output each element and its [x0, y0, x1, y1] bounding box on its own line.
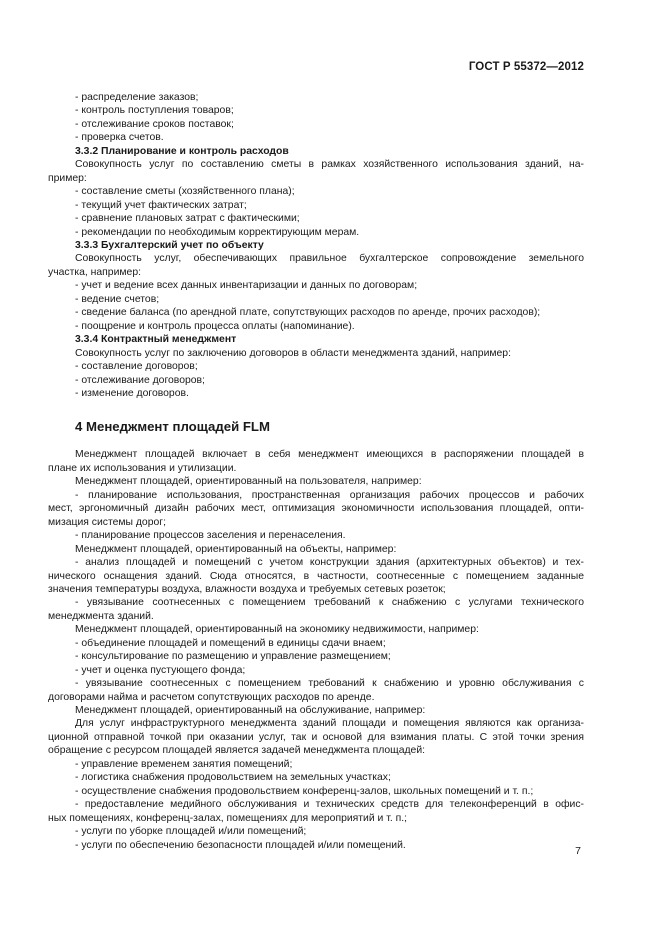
list-item: - консультирование по размещению и управление размещением;	[75, 651, 391, 663]
list-item-continuation: менеджмента зданий.	[48, 610, 154, 622]
list-item: - отслеживание договоров;	[75, 374, 205, 386]
list-item: - составление договоров;	[75, 361, 198, 373]
paragraph-line: плане их использования и утилизации.	[48, 462, 237, 474]
list-item: - учет и ведение всех данных инвентаризации и данных по договорам;	[75, 280, 418, 292]
list-item-continuation: значения температуры воздуха, влажности воздуха и требуемых сетевых розеток;	[48, 583, 446, 595]
paragraph-line: Менеджмент площадей, ориентированный на экономику недвижимости, например:	[75, 624, 479, 636]
paragraph-line: Совокупность услуг по заключению договоров в области менеджмента зданий, например:	[75, 347, 511, 359]
list-item: - текущий учет фактических затрат;	[75, 199, 247, 211]
list-item: - предоставление медийного обслуживания и технических средств для телеконференций в офис-	[75, 799, 584, 811]
section-heading-3-3-3: 3.3.3 Бухгалтерский учет по объекту	[75, 239, 264, 251]
paragraph-line: Для услуг инфраструктурного менеджмента зданий площади и помещения являются как организа-	[75, 718, 584, 730]
list-item: - контроль поступления товаров;	[75, 105, 234, 117]
list-item: - поощрение и контроль процесса оплаты (напоминание).	[75, 320, 355, 332]
page-content	[48, 91, 584, 852]
list-item: - планирование использования, пространственная организация рабочих процессов и рабочих	[75, 489, 584, 501]
paragraph-line: Совокупность услуг по составлению сметы в рамках хозяйственного использования зданий, на-	[75, 159, 584, 171]
list-item-continuation: мест, эргономичный дизайн рабочих мест, оптимизация экономичности использования площадей, опти-	[48, 503, 584, 515]
document-code-header: ГОСТ Р 55372—2012	[468, 61, 584, 73]
list-item: - управление временем занятия помещений;	[75, 758, 293, 770]
list-item: - ведение счетов;	[75, 293, 160, 305]
list-item: - составление сметы (хозяйственного плана);	[75, 186, 295, 198]
list-item: - анализ площадей и помещений с учетом конструкции здания (архитектурных объектов) и тех-	[75, 557, 584, 569]
paragraph-line: Менеджмент площадей, ориентированный на обслуживание, например:	[75, 705, 426, 717]
paragraph-line: ционной отправной точкой при оказании услуг, так и основой для взимания платы. С этой точки зрения	[48, 731, 584, 743]
paragraph-line: пример:	[48, 172, 87, 184]
section-heading-3-3-2: 3.3.2 Планирование и контроль расходов	[75, 145, 289, 157]
paragraph-line: Совокупность услуг, обеспечивающих правильное бухгалтерское сопровождение земельного	[75, 253, 584, 265]
list-item: - сравнение плановых затрат с фактическими;	[75, 213, 300, 225]
list-item: - услуги по уборке площадей и/или помещений;	[75, 826, 307, 838]
list-item: - проверка счетов.	[75, 132, 164, 144]
list-item: - объединение площадей и помещений в единицы сдачи внаем;	[75, 637, 386, 649]
section-heading-4: 4 Менеджмент площадей FLM	[75, 419, 270, 435]
page-number: 7	[575, 845, 581, 857]
list-item-continuation: нического оснащения зданий. Сюда относятся, в частности, соотнесенные с помещением заданные	[48, 570, 584, 582]
list-item: - распределение заказов;	[75, 92, 199, 103]
list-item: - логистика снабжения продовольствием на земельных участках;	[75, 772, 391, 784]
list-item-continuation: договорами найма и расчетом сопутствующих расходов по аренде.	[48, 691, 375, 703]
list-item: - рекомендации по необходимым корректирующим мерам.	[75, 226, 360, 238]
paragraph-line: Менеджмент площадей, ориентированный на пользователя, например:	[75, 476, 422, 488]
paragraph-line: Менеджмент площадей, ориентированный на объекты, например:	[75, 543, 397, 555]
section-heading-3-3-4: 3.3.4 Контрактный менеджмент	[75, 334, 237, 346]
paragraph-line: обращение с ресурсом площадей является задачей менеджмента площадей:	[48, 745, 426, 757]
list-item: - отслеживание сроков поставок;	[75, 118, 234, 130]
list-item-continuation: мизация системы дорог;	[48, 516, 166, 528]
list-item: - сведение баланса (по арендной плате, сопутствующих расходов по аренде, прочих расходов);	[75, 307, 541, 319]
list-item: - осуществление снабжения продовольствием конференц-залов, школьных помещений и т. п.;	[75, 785, 534, 797]
list-item-continuation: ных помещениях, конференц-залах, помещениях для мероприятий и т. п.;	[48, 812, 408, 824]
paragraph-line: Менеджмент площадей включает в себя менеджмент имеющихся в распоряжении площадей в	[75, 449, 584, 461]
list-item: - услуги по обеспечению безопасности площадей и/или помещений.	[75, 839, 406, 851]
paragraph-line: участка, например:	[48, 266, 141, 278]
list-item: - увязывание соотнесенных с помещением требований к снабжению с услугами технического	[75, 597, 584, 609]
list-item: - изменение договоров.	[75, 387, 189, 399]
list-item: - учет и оценка пустующего фонда;	[75, 664, 246, 676]
list-item: - планирование процессов заселения и перенаселения.	[75, 530, 346, 542]
list-item: - увязывание соотнесенных с помещением требований к снабжению и уровню обслуживания с	[75, 678, 584, 690]
